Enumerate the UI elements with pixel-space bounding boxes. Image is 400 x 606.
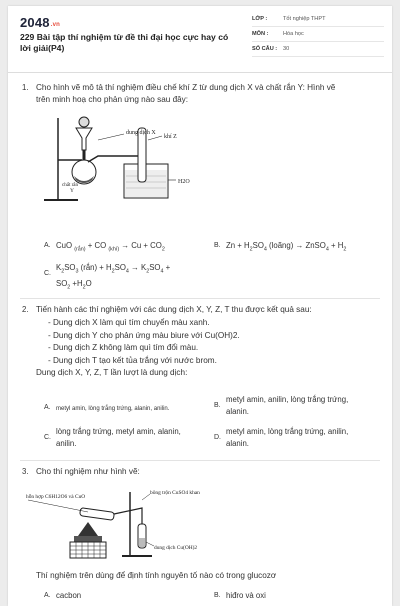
result-item: - Dung dịch T tạo kết tủa trắng với nước brom. bbox=[48, 355, 217, 365]
label-dungdich-x: dung dịch X bbox=[126, 130, 156, 136]
q1-option-a[interactable]: A. CuO $_{(rắn)}$ + CO $_{(khí)} \to Cu + CO_2$ bbox=[44, 241, 165, 253]
q1-option-c[interactable]: C. $K_2SO_3$ (rắn) + $H_2SO_4 \to K_2SO_4$ + $SO_2 +H_2O$ bbox=[44, 263, 171, 291]
question-divider bbox=[20, 298, 380, 299]
header-divider bbox=[8, 72, 392, 73]
site-logo[interactable]: 2048.vn bbox=[20, 15, 61, 30]
question-3 bbox=[22, 466, 380, 606]
question-text: Cho hình vẽ mô tả thí nghiệm điều chế khí Z từ dung dịch X và chất rắn Y: Hình vẽ trên minh hoạ cho phản ứng nào sau đây: bbox=[36, 83, 336, 104]
label-bong-tron: bông trộn CuSO4 khan bbox=[150, 490, 200, 496]
meta-row-subject: MÔN : Hóa học bbox=[252, 27, 384, 42]
result-item: - Dung dịch X làm quì tím chuyển màu xanh. bbox=[48, 318, 210, 327]
question-1 bbox=[22, 82, 380, 298]
label-h2o: H2O bbox=[178, 179, 190, 185]
result-item: - Dung dịch Z không làm quì tím đổi màu. bbox=[48, 343, 199, 352]
question-intro: Tiến hành các thí nghiệm với các dung dịch X, Y, Z, T thu được kết quả sau: bbox=[36, 305, 312, 314]
meta-row-class: LỚP : Tốt nghiệp THPT bbox=[252, 12, 384, 27]
q1-option-b[interactable]: B. $Zn + H_2SO_4$ (loãng) → ZnSO$_4$ + $H_2$ bbox=[214, 241, 347, 253]
question-number: 2. bbox=[22, 305, 29, 314]
q3-option-b[interactable]: B. hiđro và oxi bbox=[214, 591, 266, 600]
meta-row-count: SỐ CÂU : 30 bbox=[252, 42, 384, 57]
label-y: Y bbox=[70, 188, 74, 194]
question-2 bbox=[22, 304, 380, 464]
document-title: 229 Bài tập thí nghiệm từ đề thi đại học cực hay có lời giải(P4) bbox=[20, 32, 229, 53]
q2-option-a[interactable]: A. metyl amin, lòng trắng trứng, alanin, anilin. bbox=[44, 404, 170, 412]
meta-table bbox=[252, 12, 384, 57]
document-page bbox=[8, 6, 392, 606]
result-item: - Dung dịch Y cho phản ứng màu biure với Cu(OH)2. bbox=[48, 330, 240, 340]
q2-option-c[interactable]: C. lòng trắng trứng, metyl amin, alanin, anilin. bbox=[44, 427, 181, 448]
q2-option-d[interactable]: D. metyl amin, lòng trắng trứng, anilin, alanin. bbox=[214, 427, 349, 448]
label-khi-z: khí Z bbox=[164, 134, 177, 140]
question-number: 1. bbox=[22, 83, 29, 92]
q1-apparatus-figure bbox=[38, 110, 228, 206]
question-text: Cho thí nghiệm như hình vẽ: bbox=[36, 467, 140, 476]
question-divider bbox=[20, 460, 380, 461]
question-ask: Dung dịch X, Y, Z, T lần lượt là dung dịch: bbox=[36, 368, 188, 377]
q3-apparatus-figure bbox=[22, 486, 222, 560]
result-list bbox=[48, 317, 380, 367]
label-hon-hop: hỗn hợp C6H12O6 và CuO bbox=[26, 494, 86, 500]
label-chat-ran: chất rắn bbox=[62, 183, 78, 188]
q2-option-b[interactable]: B. metyl amin, anilin, lòng trắng trứng, alanin. bbox=[214, 395, 349, 416]
document-header bbox=[8, 6, 392, 70]
q3-option-a[interactable]: A. cacbon bbox=[44, 591, 82, 600]
label-dung-dich: dung dịch Cu(OH)2 bbox=[154, 545, 198, 551]
question-number: 3. bbox=[22, 467, 29, 476]
questions bbox=[8, 82, 392, 600]
question-ask: Thí nghiệm trên dùng để định tính nguyên tố nào có trong glucozơ bbox=[36, 571, 277, 580]
